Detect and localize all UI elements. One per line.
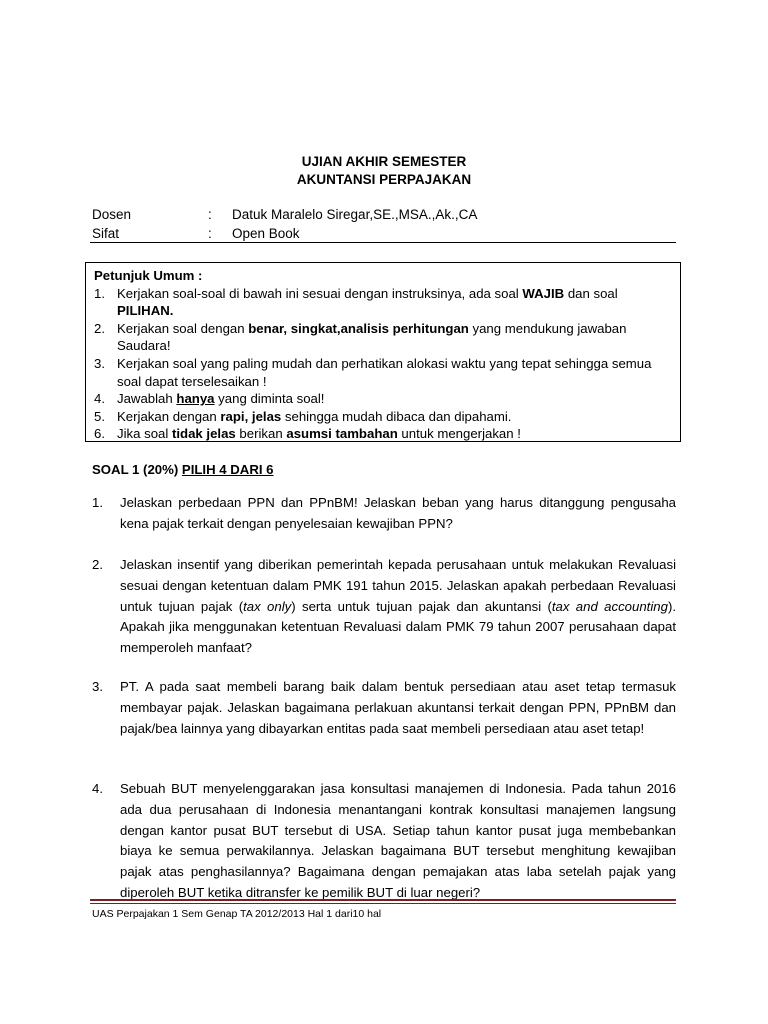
text-run: ). Apakah jika menggunakan ketentuan Revaluasi dalam PMK 79 tahun 2007 perusahaan dapat memperoleh manfaat? <box>120 598 676 656</box>
instruction-number: 5. <box>94 408 105 424</box>
question-1 <box>92 493 676 535</box>
instruction-item <box>94 408 672 426</box>
course-title: AKUNTANSI PERPAJAKAN <box>296 172 472 187</box>
text-run: tidak jelas <box>171 426 236 442</box>
instruction-item <box>94 355 672 390</box>
question-text <box>120 555 676 659</box>
meta-label: Dosen <box>92 207 132 222</box>
section-heading <box>92 462 274 477</box>
text-run: sehingga mudah dibaca dan dipahami. <box>281 408 512 424</box>
text-run: Jelaskan insentif yang diberikan pemerintah kepada perusahaan untuk melakukan Revaluasi sesuai dengan ketentuan dalam PMK 191 tahun 2015. Jelaskan apakah perbedaan Revaluasi untuk tujuan pajak ( <box>120 557 676 614</box>
text-run: hanya <box>176 391 215 407</box>
text-run: Kerjakan dengan <box>117 408 221 424</box>
question-3 <box>92 677 676 739</box>
question-number: 4. <box>92 781 103 796</box>
text-run: yang diminta soal! <box>214 391 325 407</box>
instruction-item <box>94 285 672 320</box>
meta-value: Datuk Maralelo Siregar,SE.,MSA.,Ak.,CA <box>232 207 478 222</box>
instruction-text <box>117 409 511 424</box>
text-run: tax and accounting <box>551 598 668 614</box>
question-number: 2. <box>92 557 103 572</box>
instruction-text <box>117 391 324 406</box>
text-run: dan soal <box>564 285 618 301</box>
page-footer: UAS Perpajakan 1 Sem Genap TA 2012/2013 Hal 1 dari10 hal <box>92 908 382 920</box>
text-run: asumsi tambahan <box>286 426 398 442</box>
instruction-number: 2. <box>94 320 105 336</box>
text-run: rapi, jelas <box>220 408 282 424</box>
question-4 <box>92 779 676 904</box>
instruction-number: 4. <box>94 391 105 407</box>
instruction-text <box>117 286 618 319</box>
section-choice: PILIH 4 DARI 6 <box>181 462 274 477</box>
text-run: Kerjakan soal yang paling mudah dan perhatikan alokasi waktu yang tepat sehingga semua soal dapat terselesaikan ! <box>117 355 652 389</box>
text-run: PT. A pada saat membeli barang baik dalam bentuk persediaan atau aset tetap termasuk membayar pajak. Jelaskan bagaimana perlakuan akuntansi terkait dengan PPN, PPnBM dan pajak/bea lainnya yang dibayarkan entitas pada saat membeli persediaan atau aset tetap! <box>120 679 676 736</box>
instruction-item <box>94 320 672 355</box>
instructions-title: Petunjuk Umum : <box>94 268 203 283</box>
text-run: Jawablah <box>117 391 177 407</box>
meta-row-dosen <box>92 207 682 227</box>
question-text <box>120 779 676 904</box>
question-2 <box>92 555 676 659</box>
text-run: ) serta untuk tujuan pajak dan akuntansi ( <box>291 598 552 614</box>
footer-rule <box>90 899 676 901</box>
footer-rule-thin <box>90 903 676 904</box>
question-text <box>120 493 676 535</box>
instruction-number: 6. <box>94 426 105 442</box>
text-run: Jika soal <box>117 426 172 442</box>
question-text <box>120 677 676 739</box>
question-number: 1. <box>92 495 103 510</box>
text-run: benar, singkat,analisis perhitungan <box>248 320 469 336</box>
exam-title: UJIAN AKHIR SEMESTER <box>301 154 467 169</box>
text-run: WAJIB <box>522 285 565 301</box>
text-run: Kerjakan soal dengan <box>117 320 249 336</box>
instruction-number: 3. <box>94 355 105 371</box>
text-run: PILIHAN. <box>117 303 174 319</box>
text-run: Kerjakan soal-soal di bawah ini sesuai dengan instruksinya, ada soal <box>117 285 523 301</box>
question-number: 3. <box>92 679 103 694</box>
meta-separator: : <box>208 226 212 241</box>
text-run: berikan <box>235 426 287 442</box>
instruction-text <box>117 426 521 441</box>
text-run: untuk mengerjakan ! <box>397 426 521 442</box>
instruction-item <box>94 425 672 443</box>
instructions-list <box>94 285 672 443</box>
text-run: tax only <box>243 598 292 614</box>
meta-divider <box>90 242 676 243</box>
meta-label: Sifat <box>92 226 120 241</box>
meta-value: Open Book <box>232 226 300 241</box>
text-run: Jelaskan perbedaan PPN dan PPnBM! Jelaskan beban yang harus ditanggung pengusaha kena pajak terkait dengan penyelesaian kewajiban PPN? <box>120 495 676 531</box>
instruction-number: 1. <box>94 285 105 301</box>
instructions-box <box>85 262 681 442</box>
meta-row-sifat <box>92 226 682 246</box>
text-run: yang mendukung jawaban Saudara! <box>117 320 627 354</box>
section-label: SOAL 1 (20%) <box>92 462 179 477</box>
instruction-item <box>94 390 672 408</box>
instruction-text <box>117 356 651 389</box>
text-run: Sebuah BUT menyelenggarakan jasa konsultasi manajemen di Indonesia. Pada tahun 2016 ada dua perusahaan di Indonesia menantangani kontrak konsultasi manajemen langsung dengan kantor pusat BUT tersebut di USA. Setiap tahun kantor pusat juga membebankan biaya ke semua perwakilannya. Jelaskan bagaimana BUT tersebut menghitung kewajiban pajak atas penghasilannya? Bagaimana dengan pemajakan atas laba setelah pajak yang diperoleh BUT ketika ditransfer ke pemilik BUT di luar negeri? <box>120 781 676 900</box>
meta-separator: : <box>208 207 212 222</box>
instruction-text <box>117 321 626 354</box>
